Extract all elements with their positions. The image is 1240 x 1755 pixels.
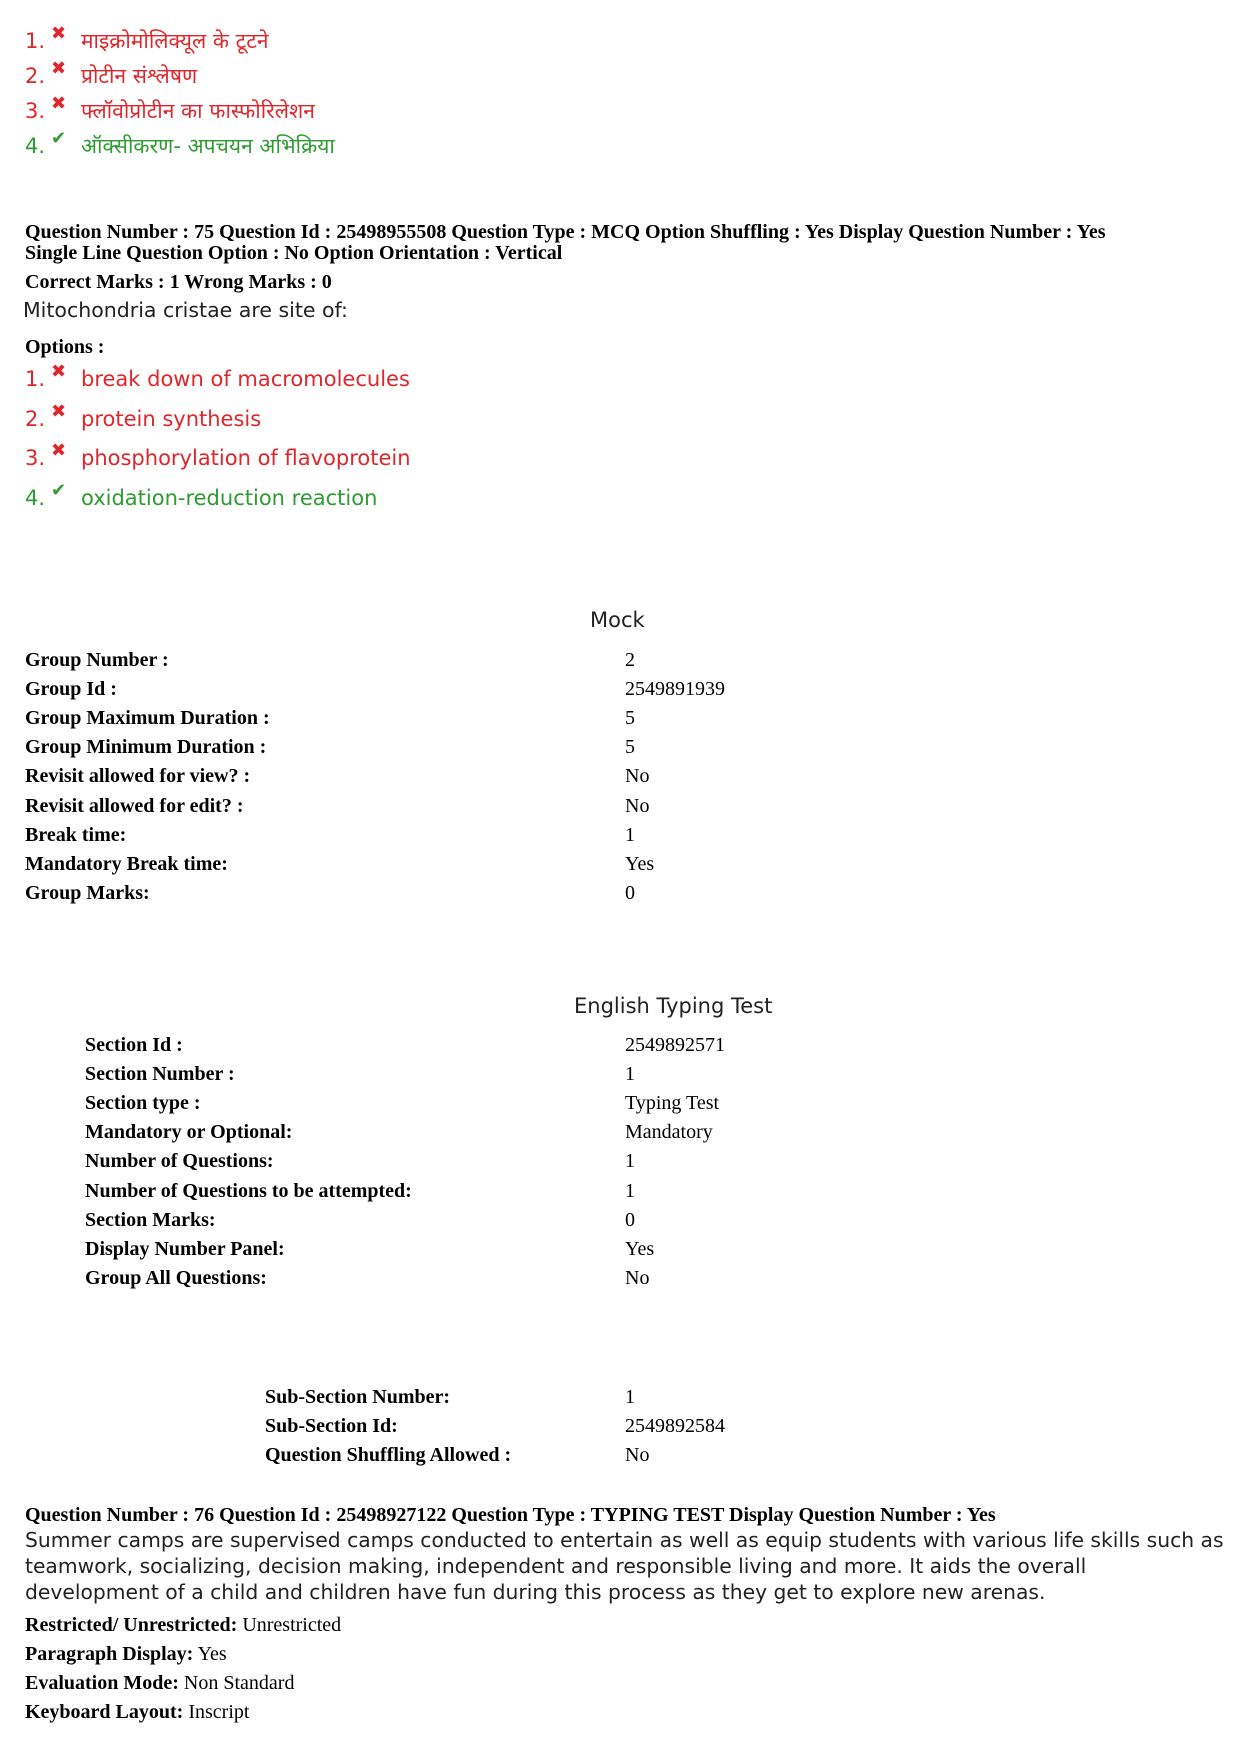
option-number: 3. [25,446,46,470]
field-value: Yes [625,853,655,875]
field-label: Sub-Section Id: [265,1415,398,1437]
field-value: Non Standard [183,1672,295,1694]
option-text: oxidation-reduction reaction [81,486,378,510]
option-text: माइक्रोमोलिक्यूल के टूटने [81,29,269,53]
check-icon: ✔ [51,479,67,501]
q76-field [25,1672,294,1695]
field-label: Group Minimum Duration : [25,736,267,758]
field-label: Group Maximum Duration : [25,707,270,729]
field-label: Restricted/ Unrestricted: [25,1614,238,1636]
question-75-meta-line1: Question Number : 75 Question Id : 25498955508 Question Type : MCQ Option Shuffling : Yes Display Question Number : Yes [25,221,1106,243]
field-value: Yes [625,1238,655,1260]
group-title: Mock [590,608,645,632]
field-value: Unrestricted [242,1614,342,1636]
field-value: No [625,1267,650,1289]
field-label: Break time: [25,824,127,846]
field-label: Section Marks: [85,1209,216,1231]
prev-option-3 [25,94,315,128]
cross-icon: ✖ [51,360,67,382]
option-number: 2. [25,64,46,88]
field-label: Mandatory or Optional: [85,1121,293,1143]
field-label: Section type : [85,1092,201,1114]
field-value: Typing Test [625,1092,720,1114]
field-label: Revisit allowed for view? : [25,765,251,787]
field-label: Paragraph Display: [25,1643,194,1665]
option-text: फ्लॉवोप्रोटीन का फास्फोरिलेशन [81,99,315,123]
field-label: Number of Questions to be attempted: [85,1180,412,1202]
prev-option-4 [25,129,335,163]
cross-icon: ✖ [51,57,67,79]
cross-icon: ✖ [51,439,67,461]
field-value: Yes [197,1643,227,1665]
field-label: Revisit allowed for edit? : [25,795,244,817]
field-value: 0 [625,1209,635,1231]
field-value: No [625,765,650,787]
field-label: Group Number : [25,649,169,671]
field-label: Group All Questions: [85,1267,267,1289]
field-label: Section Number : [85,1063,235,1085]
q75-option-4 [25,481,377,515]
question-76-meta: Question Number : 76 Question Id : 25498927122 Question Type : TYPING TEST Display Question Number : Yes [25,1504,996,1526]
field-value: 1 [625,824,635,846]
field-value: No [625,795,650,817]
q76-field [25,1614,341,1637]
section-title: English Typing Test [574,994,773,1018]
option-number: 4. [25,134,46,158]
field-value: 2549892584 [625,1415,725,1437]
option-text: protein synthesis [81,407,262,431]
field-label: Display Number Panel: [85,1238,285,1260]
option-number: 4. [25,486,46,510]
prev-option-2 [25,59,197,93]
field-value: 0 [625,882,635,904]
field-value: 1 [625,1180,635,1202]
q75-option-1 [25,362,410,396]
q76-field [25,1701,249,1724]
field-label: Number of Questions: [85,1150,274,1172]
field-value: 1 [625,1063,635,1085]
prev-option-1 [25,24,269,58]
options-label: Options : [25,336,105,358]
field-label: Mandatory Break time: [25,853,228,875]
q75-option-2 [25,402,261,436]
field-value: 5 [625,736,635,758]
option-number: 3. [25,99,46,123]
field-value: 5 [625,707,635,729]
field-label: Evaluation Mode: [25,1672,179,1694]
option-number: 1. [25,29,46,53]
field-value: Mandatory [625,1121,713,1143]
field-value: Inscript [188,1701,250,1723]
q76-field [25,1643,227,1666]
cross-icon: ✖ [51,22,67,44]
field-value: 2 [625,649,635,671]
check-icon: ✔ [51,127,67,149]
field-value: No [625,1444,650,1466]
cross-icon: ✖ [51,92,67,114]
field-value: 2549892571 [625,1034,725,1056]
q75-option-3 [25,441,411,475]
field-value: 2549891939 [625,678,725,700]
option-text: ऑक्सीकरण- अपचयन अभिक्रिया [81,134,335,158]
option-number: 2. [25,407,46,431]
question-75-text: Mitochondria cristae are site of: [23,298,348,322]
option-text: phosphorylation of flavoprotein [81,446,411,470]
option-number: 1. [25,367,46,391]
question-75-marks: Correct Marks : 1 Wrong Marks : 0 [25,271,332,293]
field-label: Keyboard Layout: [25,1701,184,1723]
question-76-paragraph: Summer camps are supervised camps conducted to entertain as well as equip students with various life skills such as teamwork, socializing, decision making, independent and responsible living and more. It aids the overall development of a child and children have fun during this process as they get to explore new arenas. [25,1528,1224,1604]
field-label: Sub-Section Number: [265,1386,451,1408]
field-label: Question Shuffling Allowed : [265,1444,512,1466]
field-label: Group Id : [25,678,117,700]
field-value: 1 [625,1150,635,1172]
cross-icon: ✖ [51,400,67,422]
field-label: Section Id : [85,1034,183,1056]
option-text: प्रोटीन संश्लेषण [81,64,198,88]
option-text: break down of macromolecules [81,367,410,391]
question-75-meta-line2: Single Line Question Option : No Option Orientation : Vertical [25,242,563,264]
field-label: Group Marks: [25,882,150,904]
field-value: 1 [625,1386,635,1408]
